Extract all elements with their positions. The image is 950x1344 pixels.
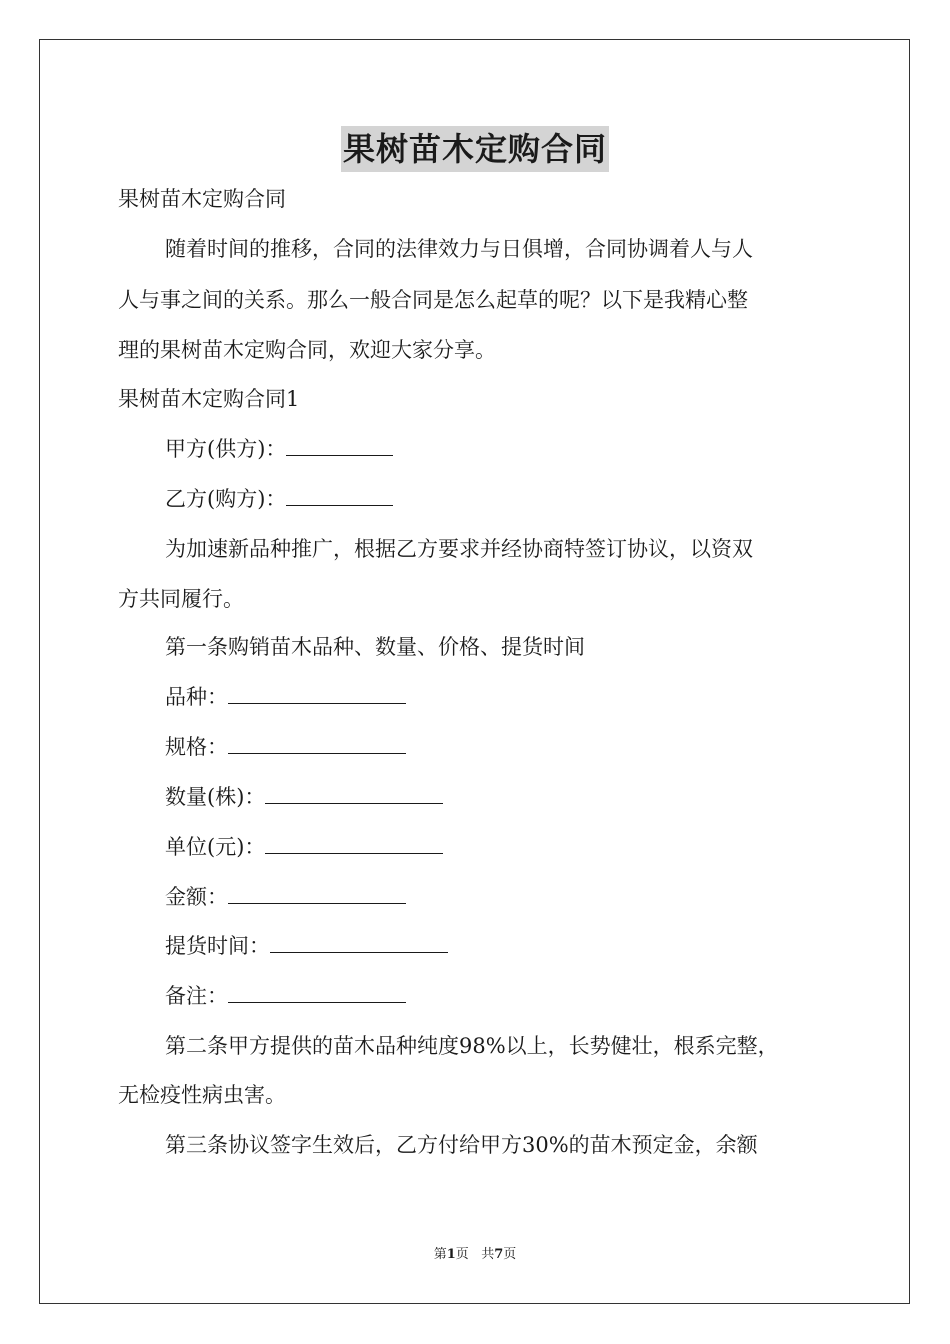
- footer-page-prefix: 第: [433, 1247, 447, 1262]
- footer-page-suffix: 页: [455, 1247, 469, 1262]
- party-a-blank: [286, 435, 393, 456]
- footer-total-prefix: 共: [481, 1247, 495, 1262]
- article-2-line-1: 第二条甲方提供的苗木品种纯度98%以上，长势健壮，根系完整，: [165, 1034, 779, 1058]
- party-b-label: 乙方(购方)：: [165, 487, 287, 511]
- field-unit-label: 单位(元)：: [165, 835, 266, 859]
- title-wrap: [0, 126, 950, 172]
- field-amount-blank: [228, 883, 406, 904]
- field-unit-blank: [265, 833, 443, 854]
- field-pickup-time: [165, 931, 448, 961]
- field-variety-blank: [228, 683, 406, 704]
- field-pickup-time-blank: [270, 932, 448, 953]
- party-a-row: [165, 434, 393, 464]
- field-spec-blank: [228, 733, 406, 754]
- field-pickup-time-label: 提货时间：: [165, 934, 270, 958]
- party-a-label: 甲方(供方)：: [165, 437, 287, 461]
- footer-total-number: 7: [494, 1247, 504, 1262]
- subtitle: 果树苗木定购合同: [118, 187, 286, 211]
- footer-total-suffix: 页: [503, 1247, 517, 1262]
- party-b-blank: [286, 485, 393, 506]
- article-2-line-2: 无检疫性病虫害。: [118, 1083, 286, 1107]
- page-border: [39, 39, 910, 1304]
- field-variety: [165, 682, 406, 712]
- section-heading: 果树苗木定购合同1: [118, 387, 300, 411]
- field-amount-label: 金额：: [165, 885, 228, 909]
- intro-line-2: 人与事之间的关系。那么一般合同是怎么起草的呢？以下是我精心整: [118, 288, 748, 312]
- field-remarks: [165, 981, 406, 1011]
- field-unit: [165, 832, 443, 862]
- field-spec-label: 规格：: [165, 735, 228, 759]
- intro-line-1: 随着时间的推移，合同的法律效力与日俱增，合同协调着人与人: [165, 237, 753, 261]
- field-remarks-label: 备注：: [165, 984, 228, 1008]
- field-quantity: [165, 782, 443, 812]
- field-amount: [165, 882, 406, 912]
- document-title: 果树苗木定购合同: [341, 126, 609, 172]
- page-footer: [0, 1246, 950, 1264]
- article-3-line-1: 第三条协议签字生效后，乙方付给甲方30%的苗木预定金，余额: [165, 1133, 758, 1157]
- article-1-heading: 第一条购销苗木品种、数量、价格、提货时间: [165, 635, 585, 659]
- preamble-line-1: 为加速新品种推广，根据乙方要求并经协商特签订协议，以资双: [165, 537, 753, 561]
- field-spec: [165, 732, 406, 762]
- intro-line-3: 理的果树苗木定购合同，欢迎大家分享。: [118, 338, 496, 362]
- party-b-row: [165, 484, 393, 514]
- field-variety-label: 品种：: [165, 685, 228, 709]
- preamble-line-2: 方共同履行。: [118, 587, 244, 611]
- field-remarks-blank: [228, 982, 406, 1003]
- footer-page-number: 1: [446, 1247, 456, 1262]
- field-quantity-blank: [265, 783, 443, 804]
- field-quantity-label: 数量(株)：: [165, 785, 266, 809]
